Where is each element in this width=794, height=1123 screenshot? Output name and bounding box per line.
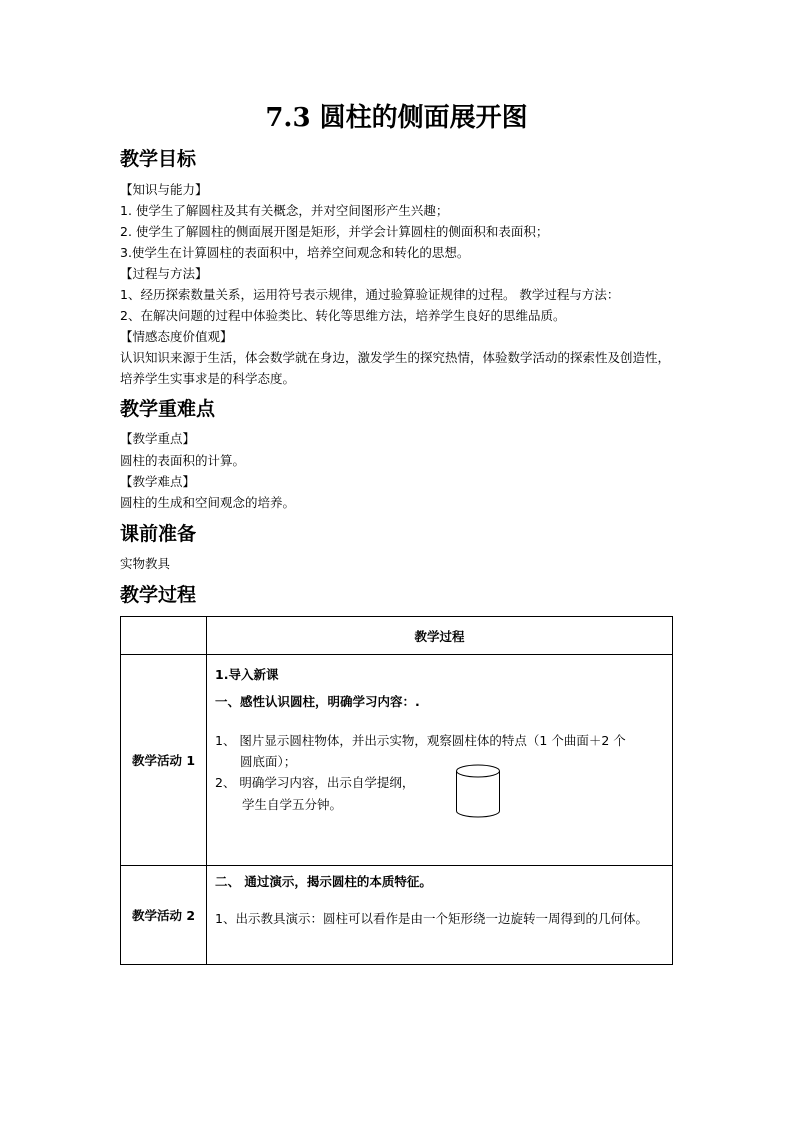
document-title: 7.3 圆柱的侧面展开图 (265, 103, 528, 133)
table-header-empty-cell (121, 617, 207, 655)
activity-2-label: 教学活动 2 (121, 866, 207, 965)
section-heading-process: 教学过程 (120, 584, 197, 606)
knowledge-item-2: 2. 使学生了解圆柱的侧面展开图是矩形，并学会计算圆柱的侧面积和表面积； (120, 224, 549, 239)
activity-1-subtitle: 一、感性认识圆柱，明确学习内容：. (215, 694, 420, 709)
table-header-row (121, 617, 673, 655)
section-heading-prep: 课前准备 (120, 523, 197, 545)
cylinder-icon (454, 763, 502, 819)
activity-1-item-2-cont: 学生自学五分钟。 (242, 797, 343, 812)
knowledge-item-3: 3.使学生在计算圆柱的表面积中，培养空间观念和转化的思想。 (120, 245, 470, 260)
focus-text: 圆柱的表面积的计算。 (120, 453, 246, 468)
activity-1-label: 教学活动 1 (121, 655, 207, 866)
table-row-activity-2 (121, 866, 673, 965)
table-header-cell: 教学过程 (207, 617, 673, 655)
knowledge-item-1: 1. 使学生了解圆柱及其有关概念，并对空间图形产生兴趣； (120, 203, 449, 218)
process-item-1: 1、经历探索数量关系，运用符号表示规律，通过验算验证规律的过程。 教学过程与方法： (120, 287, 620, 302)
activity-1-item-1: 1、 图片显示圆柱物体，并出示实物，观察圆柱体的特点（1 个曲面＋2 个 (215, 733, 626, 748)
prep-text: 实物教具 (120, 556, 171, 571)
process-table (120, 616, 673, 965)
activity-1-content (207, 655, 673, 866)
emotion-label: 【情感态度价值观】 (120, 329, 233, 344)
activity-1-item-2: 2、 明确学习内容，出示自学提纲， (215, 775, 415, 790)
process-item-2: 2、在解决问题的过程中体验类比、转化等思维方法，培养学生良好的思维品质。 (120, 308, 566, 323)
process-label: 【过程与方法】 (120, 266, 208, 281)
section-heading-keypoints: 教学重难点 (120, 398, 216, 420)
table-row-activity-1 (121, 655, 673, 866)
focus-label: 【教学重点】 (120, 431, 196, 446)
section-heading-goals: 教学目标 (120, 148, 197, 170)
difficulty-text: 圆柱的生成和空间观念的培养。 (120, 495, 296, 510)
knowledge-label: 【知识与能力】 (120, 182, 208, 197)
activity-1-item-1-cont: 圆底面）； (240, 754, 297, 769)
activity-2-content (207, 866, 673, 965)
difficulty-label: 【教学难点】 (120, 474, 196, 489)
activity-1-step: 1.导入新课 (215, 667, 279, 682)
activity-2-item-1: 1、出示教具演示：圆柱可以看作是由一个矩形绕一边旋转一周得到的几何体。 (215, 911, 648, 926)
emotion-text: 认识知识来源于生活，体会数学就在身边，激发学生的探究热情，体验数学活动的探索性及创造性，培养学生实事求是的科学态度。 (120, 350, 671, 386)
activity-2-subtitle: 二、 通过演示，揭示圆柱的本质特征。 (215, 874, 432, 889)
